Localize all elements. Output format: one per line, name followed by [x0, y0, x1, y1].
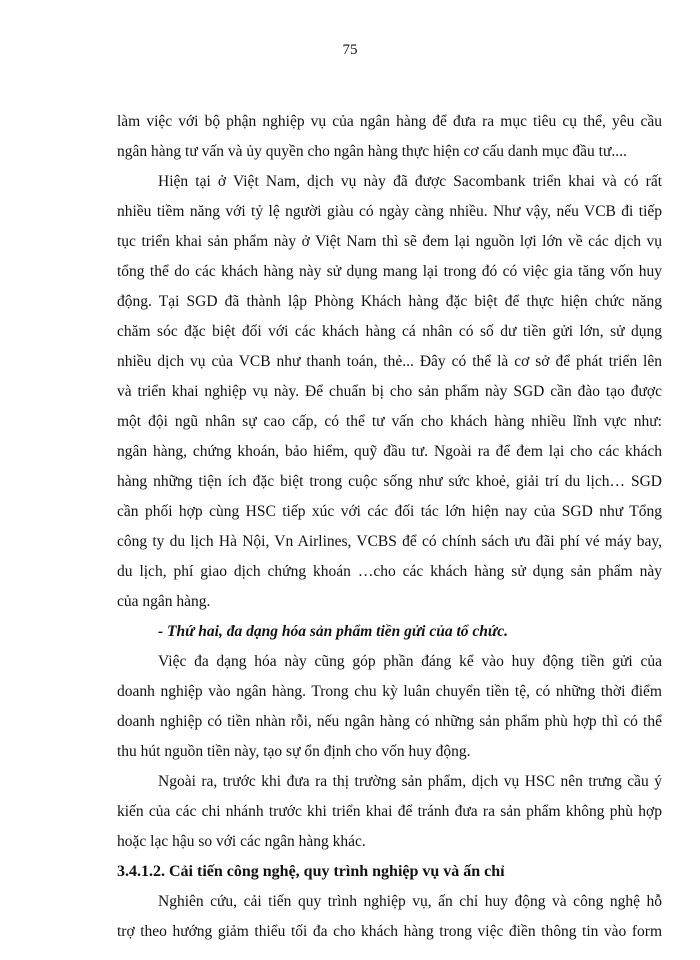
text-line: trợ theo hướng giảm thiểu tối đa cho khách hàng trong việc điền thông tin vào form — [117, 923, 662, 940]
text-line: một đội ngũ nhân sự cao cấp, có thể tư vấn cho khách hàng nhiều lĩnh vực như: — [117, 413, 662, 430]
text-line: Nghiên cứu, cải tiến quy trình nghiệp vụ, ấn chỉ huy động và công nghệ hỗ — [158, 893, 662, 910]
text-line: động. Tại SGD đã thành lập Phòng Khách hàng đặc biệt để thực hiện chức năng — [117, 293, 662, 310]
text-line: tổng thể do các khách hàng này sử dụng mang lại trong đó có việc gia tăng vốn huy — [117, 263, 662, 280]
text-line: ngân hàng, chứng khoán, bảo hiểm, quỹ đầu tư. Ngoài ra để đem lại cho các khách — [117, 443, 662, 460]
text-line: và triển khai nghiệp vụ này. Để chuẩn bị cho sản phẩm này SGD cần đào tạo được — [117, 383, 662, 400]
text-line: doanh nghiệp vào ngân hàng. Trong chu kỳ luân chuyển tiền tệ, có những thời điểm — [117, 683, 662, 700]
text-line: thu hút nguồn tiền này, tạo sự ổn định cho vốn huy động. — [117, 743, 471, 760]
text-line: công ty du lịch Hà Nội, Vn Airlines, VCBS để có chính sách ưu đãi phí vé máy bay, — [117, 533, 662, 550]
text-line: doanh nghiệp có tiền nhàn rỗi, nếu ngân hàng có những sản phẩm phù hợp thì có thể — [117, 713, 662, 730]
text-line: hoặc lạc hậu so với các ngân hàng khác. — [117, 833, 366, 850]
text-line: cần phối hợp cùng HSC tiếp xúc với các đối tác lớn hiện nay của SGD như Tổng — [117, 503, 662, 520]
section-subheading: - Thứ hai, đa dạng hóa sản phẩm tiền gửi của tổ chức. — [158, 623, 508, 640]
text-line: Việc đa dạng hóa này cũng góp phần đáng kể vào huy động tiền gửi của — [158, 653, 662, 670]
text-line: Ngoài ra, trước khi đưa ra thị trường sản phẩm, dịch vụ HSC nên trưng cầu ý — [158, 773, 662, 790]
text-line: tục triển khai sản phẩm này ở Việt Nam thì sẽ đem lại nguồn lợi lớn về các dịch vụ — [117, 233, 662, 250]
text-line: làm việc với bộ phận nghiệp vụ của ngân hàng để đưa ra mục tiêu cụ thể, yêu cầu — [117, 113, 662, 130]
text-line: hàng những tiện ích đặc biệt trong cuộc sống như sức khoẻ, giải trí du lịch… SGD — [117, 473, 662, 490]
text-line: du lịch, phí giao dịch chứng khoán …cho các khách hàng sử dụng sản phẩm này — [117, 563, 662, 580]
text-line: Hiện tại ở Việt Nam, dịch vụ này đã được Sacombank triển khai và có rất — [158, 173, 662, 190]
section-heading: 3.4.1.2. Cải tiến công nghệ, quy trình nghiệp vụ và ấn chỉ — [117, 863, 505, 880]
text-line: của ngân hàng. — [117, 593, 211, 610]
text-line: nhiều tiềm năng với tỷ lệ người giàu có ngày càng nhiều. Như vậy, nếu VCB đi tiếp — [117, 203, 662, 220]
text-line: ngân hàng tư vấn và ủy quyền cho ngân hàng thực hiện cơ cấu danh mục đầu tư.... — [117, 143, 627, 160]
text-line: nhiều dịch vụ của VCB như thanh toán, thẻ... Đây có thể là cơ sở để phát triển lên — [117, 353, 662, 370]
text-line: chăm sóc đặc biệt đối với các khách hàng cá nhân có số dư tiền gửi lớn, sử dụng — [117, 323, 662, 340]
text-line: kiến của các chi nhánh trước khi triển khai để tránh đưa ra sản phẩm không phù hợp — [117, 803, 662, 820]
page-number: 75 — [342, 42, 358, 58]
